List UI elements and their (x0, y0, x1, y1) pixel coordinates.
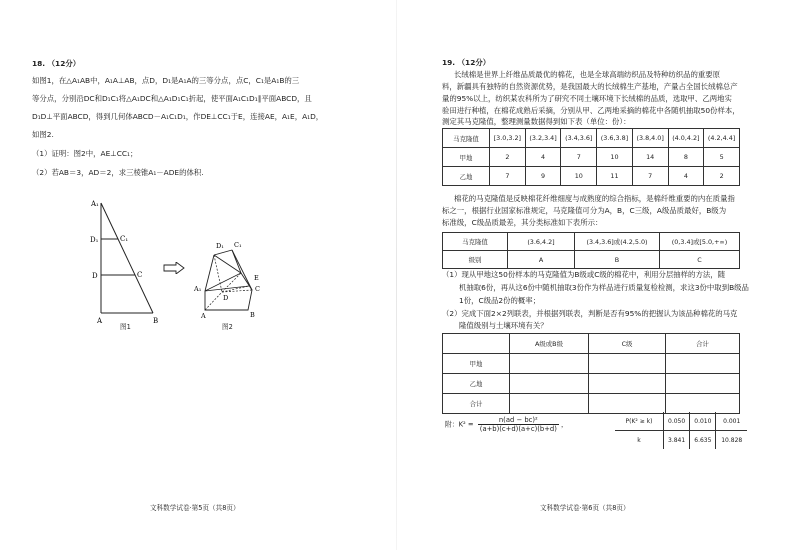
q19-part-2-line-2: 隆值级别与土壤环境有关？ (459, 321, 548, 330)
table-header-cell: (4.2,4.4] (704, 129, 740, 148)
q18-part-2: （2）若AB＝3，AD＝2，求三棱锥A₁－ADE的体积. (32, 168, 204, 177)
table-cell: C (660, 251, 740, 269)
table-header-cell: A级或B级 (510, 334, 589, 354)
table-cell: 14 (632, 148, 668, 167)
fig2-label-b: B (250, 311, 255, 319)
q18-line-4: 如图2. (32, 130, 54, 139)
table-cell: 7 (632, 167, 668, 186)
table-cell: 3.841 (664, 431, 690, 450)
table-cell: 7 (561, 148, 597, 167)
table-cell: 11 (597, 167, 633, 186)
fig1-label-d1: D₁ (90, 236, 99, 244)
table-cell: 5 (704, 148, 740, 167)
table-row (443, 148, 740, 167)
chi-square-formula (445, 416, 568, 433)
table-cell (589, 354, 666, 374)
table-row (443, 251, 740, 269)
table-cell: 甲地 (443, 148, 490, 167)
table-cell: 4 (668, 167, 704, 186)
table-cell: 乙地 (443, 374, 510, 394)
table-cell (666, 394, 740, 414)
q19-line-1: 长绒棉是世界上纤维品质最优的棉花，也是全球高端纺织品及特种纺织品的重要原 (454, 70, 721, 79)
table-cell: 6.635 (690, 431, 716, 450)
table-header-cell (443, 334, 510, 354)
fig2-label-d1: D₁ (216, 242, 224, 250)
q19-line-2: 料，新疆具有独特的自然资源优势，是我国最大的长绒棉生产基地，产量占全国长绒棉总产 (442, 82, 738, 91)
fig1-label-c: C (137, 271, 143, 279)
table-cell: 2 (704, 167, 740, 186)
formula-fraction (478, 416, 559, 433)
fig2-label-a1: A₁ (194, 285, 202, 293)
table-header-cell: [3.0,3.2] (490, 129, 526, 148)
table-cell: k (615, 431, 664, 450)
table-row (443, 167, 740, 186)
table-row (443, 354, 740, 374)
right-footer: 文科数学试卷·第6页（共8页） (540, 504, 630, 512)
table-header-row (443, 129, 740, 148)
table-cell: 8 (668, 148, 704, 167)
table-cell: 乙地 (443, 167, 490, 186)
table-cell (589, 374, 666, 394)
table-header-cell: (3.4,3.6] (561, 129, 597, 148)
fig1-label-a1: A₁ (91, 200, 99, 208)
table-header-cell: 0.010 (690, 412, 716, 431)
table-header-cell: (4.0,4.2] (668, 129, 704, 148)
fig1-label-a: A (97, 317, 103, 325)
table-cell: 10 (597, 148, 633, 167)
fig1-label-b: B (153, 317, 159, 325)
table-row (443, 394, 740, 414)
fig2-label-c: C (255, 285, 260, 293)
formula-suffix: ， (561, 420, 568, 429)
table-header-cell: 0.001 (716, 412, 747, 431)
figure-1 (85, 195, 175, 335)
table-header-row (615, 412, 747, 431)
table-cell: 4 (525, 148, 561, 167)
table-cell (589, 394, 666, 414)
table-header-row (443, 233, 740, 251)
q19-line-5: 测定其马克隆值，整理测量数据得到如下表（单位：份）： (442, 117, 631, 126)
table-header-cell: P(K² ≥ k) (615, 412, 664, 431)
table-cell: 合计 (443, 394, 510, 414)
q19-line-4: 验田进行种植，在棉花成熟后采摘，分别从甲、乙两地采摘的棉花中各随机抽取50份样本， (442, 106, 740, 115)
q19-mid-line-1: 棉花的马克隆值是反映棉花纤维细度与成熟度的综合指标，是棉纤维重要的内在质量指 (454, 194, 735, 203)
table-cell (666, 374, 740, 394)
table-cell (510, 374, 589, 394)
fig2-label-c1: C₁ (234, 241, 242, 249)
q19-mid-line-2: 标之一，根据行业国家标准规定，马克隆值可分为A，B，C三级，A级品质最好，B级为 (442, 206, 727, 215)
q19-line-3: 量的95%以上，纺织某农科所为了研究不同土壤环境下长绒棉的品质，选取甲、乙两地实 (442, 94, 732, 103)
table-cell: 10.828 (716, 431, 747, 450)
grade-standard-table (442, 232, 740, 269)
table-cell: 级别 (443, 251, 508, 269)
fig1-label-d: D (92, 272, 98, 280)
fig2-label-a: A (201, 312, 206, 320)
formula-numerator: n(ad − bc)² (478, 416, 559, 425)
q18-line-1: 如图1，在△A₁AB中，A₁A⊥AB，点D，D₁是A₁A的三等分点，点C，C₁是A₁B的三 (32, 76, 300, 85)
q18-part-1: （1）证明：图2中，AE⊥CC₁； (32, 149, 138, 158)
formula-denominator: (a+b)(c+d)(a+c)(b+d) (479, 425, 557, 433)
table-row (615, 431, 747, 450)
table-cell (666, 354, 740, 374)
table-cell: 7 (490, 167, 526, 186)
q19-title: 19. （12分） (442, 58, 491, 67)
fig2-label-e: E (254, 274, 259, 282)
left-footer: 文科数学试卷·第5页（共8页） (150, 504, 240, 512)
table-cell (510, 354, 589, 374)
table-header-cell: C级 (589, 334, 666, 354)
figure-2-caption: 图2 (222, 323, 233, 331)
fig2-label-d: D (223, 294, 229, 302)
right-page (397, 0, 794, 550)
table-cell (510, 394, 589, 414)
fig1-label-c1: C₁ (120, 235, 129, 243)
critical-value-table (615, 412, 747, 449)
q19-part-1-line-1: （1）现从甲地这50份样本的马克隆值为B级或C级的棉花中，利用分层抽样的方法，随 (442, 270, 726, 279)
q18-title: 18. （12分） (32, 59, 81, 68)
q18-line-2: 等分点，分别沿DC和D₁C₁将△A₁DC和△A₁D₁C₁折起，使平面A₁C₁D₁∥平面ABCD，且 (32, 94, 312, 103)
q19-part-1-line-3: 1份，C级品2份的概率； (459, 296, 541, 305)
table-header-cell: 马克隆值 (443, 129, 490, 148)
table-cell: 9 (525, 167, 561, 186)
contingency-table (442, 333, 740, 414)
table-header-cell: (3.6,4.2] (508, 233, 575, 251)
table-header-cell: 0.050 (664, 412, 690, 431)
table-cell: 甲地 (443, 354, 510, 374)
arrow-right-icon (163, 262, 185, 274)
table-cell: B (575, 251, 660, 269)
table-header-cell: 合计 (666, 334, 740, 354)
table-header-cell: (3.4,3.6]或(4.2,5.0) (575, 233, 660, 251)
table-header-cell: 马克隆值 (443, 233, 508, 251)
table-cell: A (508, 251, 575, 269)
q19-part-2-line-1: （2）完成下面2×2列联表，并根据列联表，判断是否有95%的把握认为该品种棉花的马克 (442, 309, 738, 318)
q18-line-3: D₁D⊥平面ABCD，得到几何体ABCD－A₁C₁D₁，作DE⊥CC₁于E，连接AE，A₁E，A₁D， (32, 112, 324, 121)
table-header-row (443, 334, 740, 354)
table-header-cell: (0,3.4]或[5.0,+∞) (660, 233, 740, 251)
q19-mid-line-3: 标准级，C级品质最差，其分类标准如下表所示： (442, 218, 603, 227)
table-header-cell: (3.8,4.0] (632, 129, 668, 148)
q19-part-1-line-2: 机抽取6份，再从这6份中随机抽取3份作为样品进行质量复检检测，求这3份中取到B级品 (459, 283, 749, 292)
table-cell: 10 (561, 167, 597, 186)
formula-prefix: 附：K² = (445, 420, 476, 429)
table-header-cell: (3.2,3.4] (525, 129, 561, 148)
figure-2 (192, 236, 274, 320)
figure-1-caption: 图1 (120, 323, 131, 331)
table-row (443, 374, 740, 394)
table-cell: 2 (490, 148, 526, 167)
mark-value-table (442, 128, 740, 186)
table-header-cell: (3.6,3.8] (597, 129, 633, 148)
